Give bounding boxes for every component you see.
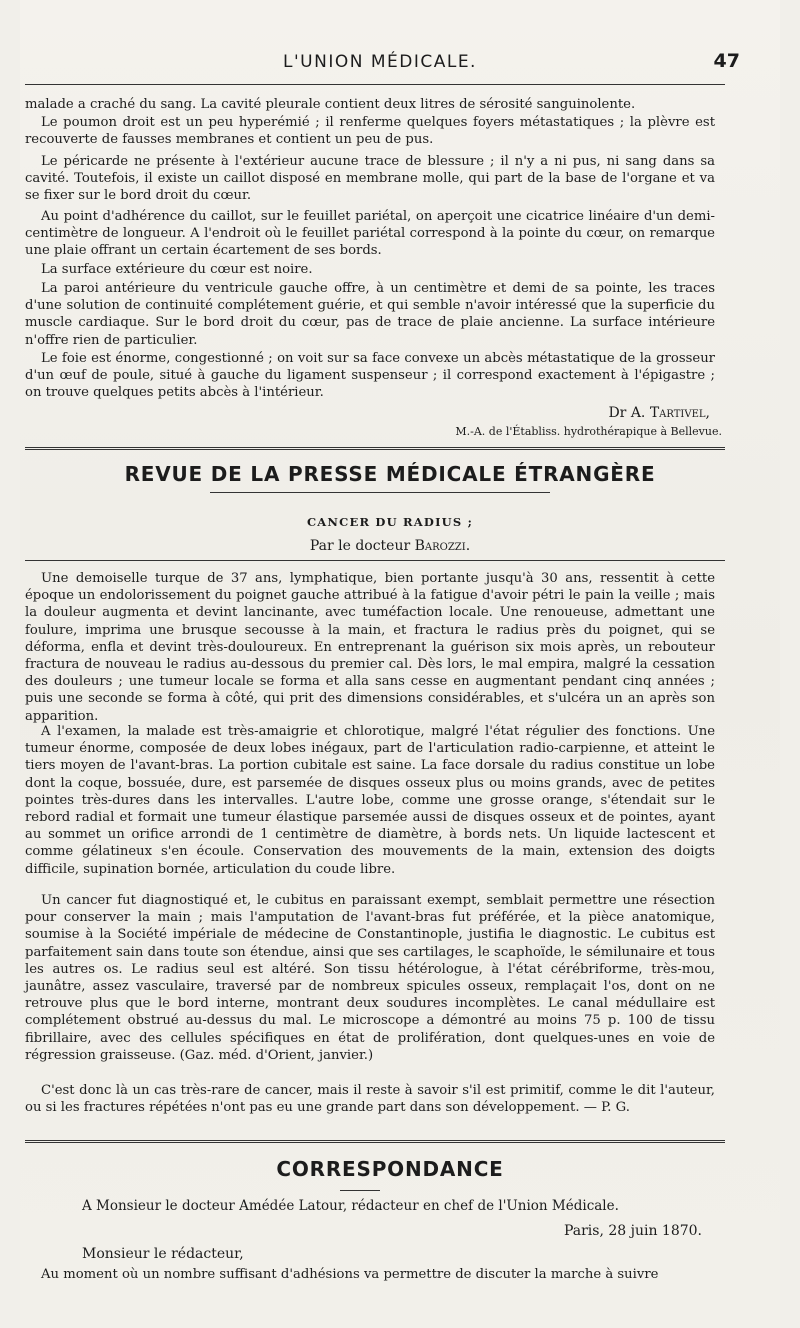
author-signature — [608, 405, 710, 421]
letter-first-line: Au moment où un nombre suffisant d'adhésions va permettre de discuter la marche à suivre — [41, 1267, 659, 1282]
page-header — [30, 48, 740, 78]
review-byline — [20, 538, 760, 554]
newspaper-page — [20, 0, 780, 1328]
review-paragraph: A l'examen, la malade est très-amaigrie et chlorotique, malgré l'état régulier des fonctions. Une tumeur énorme, composée de deux lobes inégaux, part de l'articulation radio-carpienne, et atteint le tiers moyen de l'avant-bras. La portion cubitale est saine. La face dorsale du radius constitue un lobe dont la coque, bossuée, dure, est parsemée de disques osseux plus ou moins grands, avec de petites pointes très-dures dans les intervalles. L'autre lobe, comme une grosse orange, s'étendait sur le rebord radial et formait une tumeur élastique parsemée aussi de disques osseux et de pointes, ayant au sommet un orifice arrondi de 1 centimètre de diamètre, à bords nets. Un liquide lactescent et comme gélatineux s'en écoule. Conservation des mouvements de la main, extension des doigts difficile, supination bornée, articulation du coude libre. — [25, 724, 715, 877]
case-paragraph: Au point d'adhérence du caillot, sur le feuillet pariétal, on aperçoit une cicatrice linéaire d'un demi-centimètre de longueur. A l'endroit où le feuillet pariétal correspond à la pointe du cœur, on remarque une plaie offrant un certain écartement de ses bords. — [25, 209, 715, 259]
review-paragraph: C'est donc là un cas très-rare de cancer, mais il reste à savoir s'il est primitif, comme le dit l'auteur, ou si les fractures répétées n'ont pas eu une grande part dans son développement. — P. G. — [25, 1083, 715, 1116]
running-title: L'UNION MÉDICALE. — [283, 52, 477, 72]
review-title: REVUE DE LA PRESSE MÉDICALE ÉTRANGÈRE — [124, 462, 656, 486]
case-paragraph: La paroi antérieure du ventricule gauche offre, à un centimètre et demi de sa pointe, les traces d'une solution de continuité complétement guérie, et qui semble n'avoir intéressé que la superficie du muscle cardiaque. Sur le bord droit du cœur, pas de trace de plaie ancienne. La surface intérieure n'offre rien de particulier. — [25, 281, 715, 348]
review-subtitle: CANCER DU RADIUS ; — [306, 515, 474, 529]
review-paragraph: Une demoiselle turque de 37 ans, lymphatique, bien portante jusqu'à 30 ans, ressentit à cette époque un endolorissement du poignet gauche attribué à la fatigue d'avoir pétri le pain la veille ; mais la douleur augmenta et devint lancinante, avec tuméfaction locale. Une renoueuse, admettant une foulure, imprima une brusque secousse à la main, et fractura le radius près du poignet, qui se déforma, enfla et devint très-douloureux. En entreprenant la guérison six mois après, un rebouteur fractura de nouveau le radius au-dessous du premier cal. Dès lors, le mal empira, malgré la cessation des douleurs ; une tumeur locale se forma et alla sans cesse en augmentant pendant cinq années ; puis une seconde se forma à côté, qui prit des dimensions considérables, et s'ulcéra un an après son apparition. — [25, 571, 715, 724]
signature-name: Tartivel, — [649, 405, 710, 421]
section-divider — [25, 1140, 725, 1143]
case-paragraph: La surface extérieure du cœur est noire. — [41, 262, 313, 277]
signature-prefix: Dr A. — [608, 405, 650, 421]
header-rule — [25, 84, 725, 85]
review-paragraph: Un cancer fut diagnostiqué et, le cubitus en paraissant exempt, semblait permettre une résection pour conserver la main ; mais l'amputation de l'avant-bras fut préférée, et la pièce anatomique, soumise à la Société impériale de médecine de Constantinople, justifia le diagnostic. Le cubitus est parfaitement sain dans toute son étendue, ainsi que ses cartilages, le scaphoïde, le sémilunaire et tous les autres os. Le radius seul est altéré. Son tissu hétérologue, à l'état cérébriforme, très-mou, jaunâtre, assez vasculaire, traversé par de nombreux spicules osseux, remplaçait l'os, dont on ne retrouve plus que le bord interne, montrant deux soudures incomplètes. Le canal médullaire est complétement obstrué au-dessus du mal. Le microscope a démontré au moins 75 p. 100 de tissu fibrillaire, avec des cellules spécifiques en état de prolifération, dont quelques-unes en voie de régression graisseuse. (Gaz. méd. d'Orient, janvier.) — [25, 893, 715, 1063]
letter-salutation: Monsieur le rédacteur, — [82, 1246, 244, 1262]
case-paragraph: Le péricarde ne présente à l'extérieur aucune trace de blessure ; il n'y a ni pus, ni sang dans sa cavité. Toutefois, il existe un caillot disposé en membrane molle, qui part de la base de l'organe et va se fixer sur le bord droit du cœur. — [25, 154, 715, 204]
case-paragraph: Le poumon droit est un peu hyperémié ; il renferme quelques foyers métastatiques ; la plèvre est recouverte de fausses membranes et contient un peu de pus. — [25, 115, 715, 148]
case-paragraph: Le foie est énorme, congestionné ; on voit sur sa face convexe un abcès métastatique de la grosseur d'un œuf de poule, situé à gauche du ligament suspenseur ; il correspond exactement à l'épigastre ; on trouve quelques petits abcès à l'intérieur. — [25, 351, 715, 401]
author-affiliation: M.-A. de l'Établiss. hydrothérapique à Bellevue. — [455, 425, 722, 438]
page-number: 47 — [713, 50, 740, 72]
letter-recipient: A Monsieur le docteur Amédée Latour, rédacteur en chef de l'Union Médicale. — [82, 1198, 619, 1214]
title-underline — [210, 492, 550, 493]
correspondence-title: CORRESPONDANCE — [276, 1157, 504, 1181]
case-paragraph: malade a craché du sang. La cavité pleurale contient deux litres de sérosité sanguinolente. — [25, 97, 636, 112]
letter-date: Paris, 28 juin 1870. — [563, 1223, 702, 1239]
title-ornament — [340, 1190, 380, 1191]
byline-rule — [25, 560, 725, 561]
section-divider — [25, 447, 725, 450]
byline-prefix: Par le docteur — [309, 538, 415, 554]
byline-name: Barozzi. — [414, 538, 471, 554]
